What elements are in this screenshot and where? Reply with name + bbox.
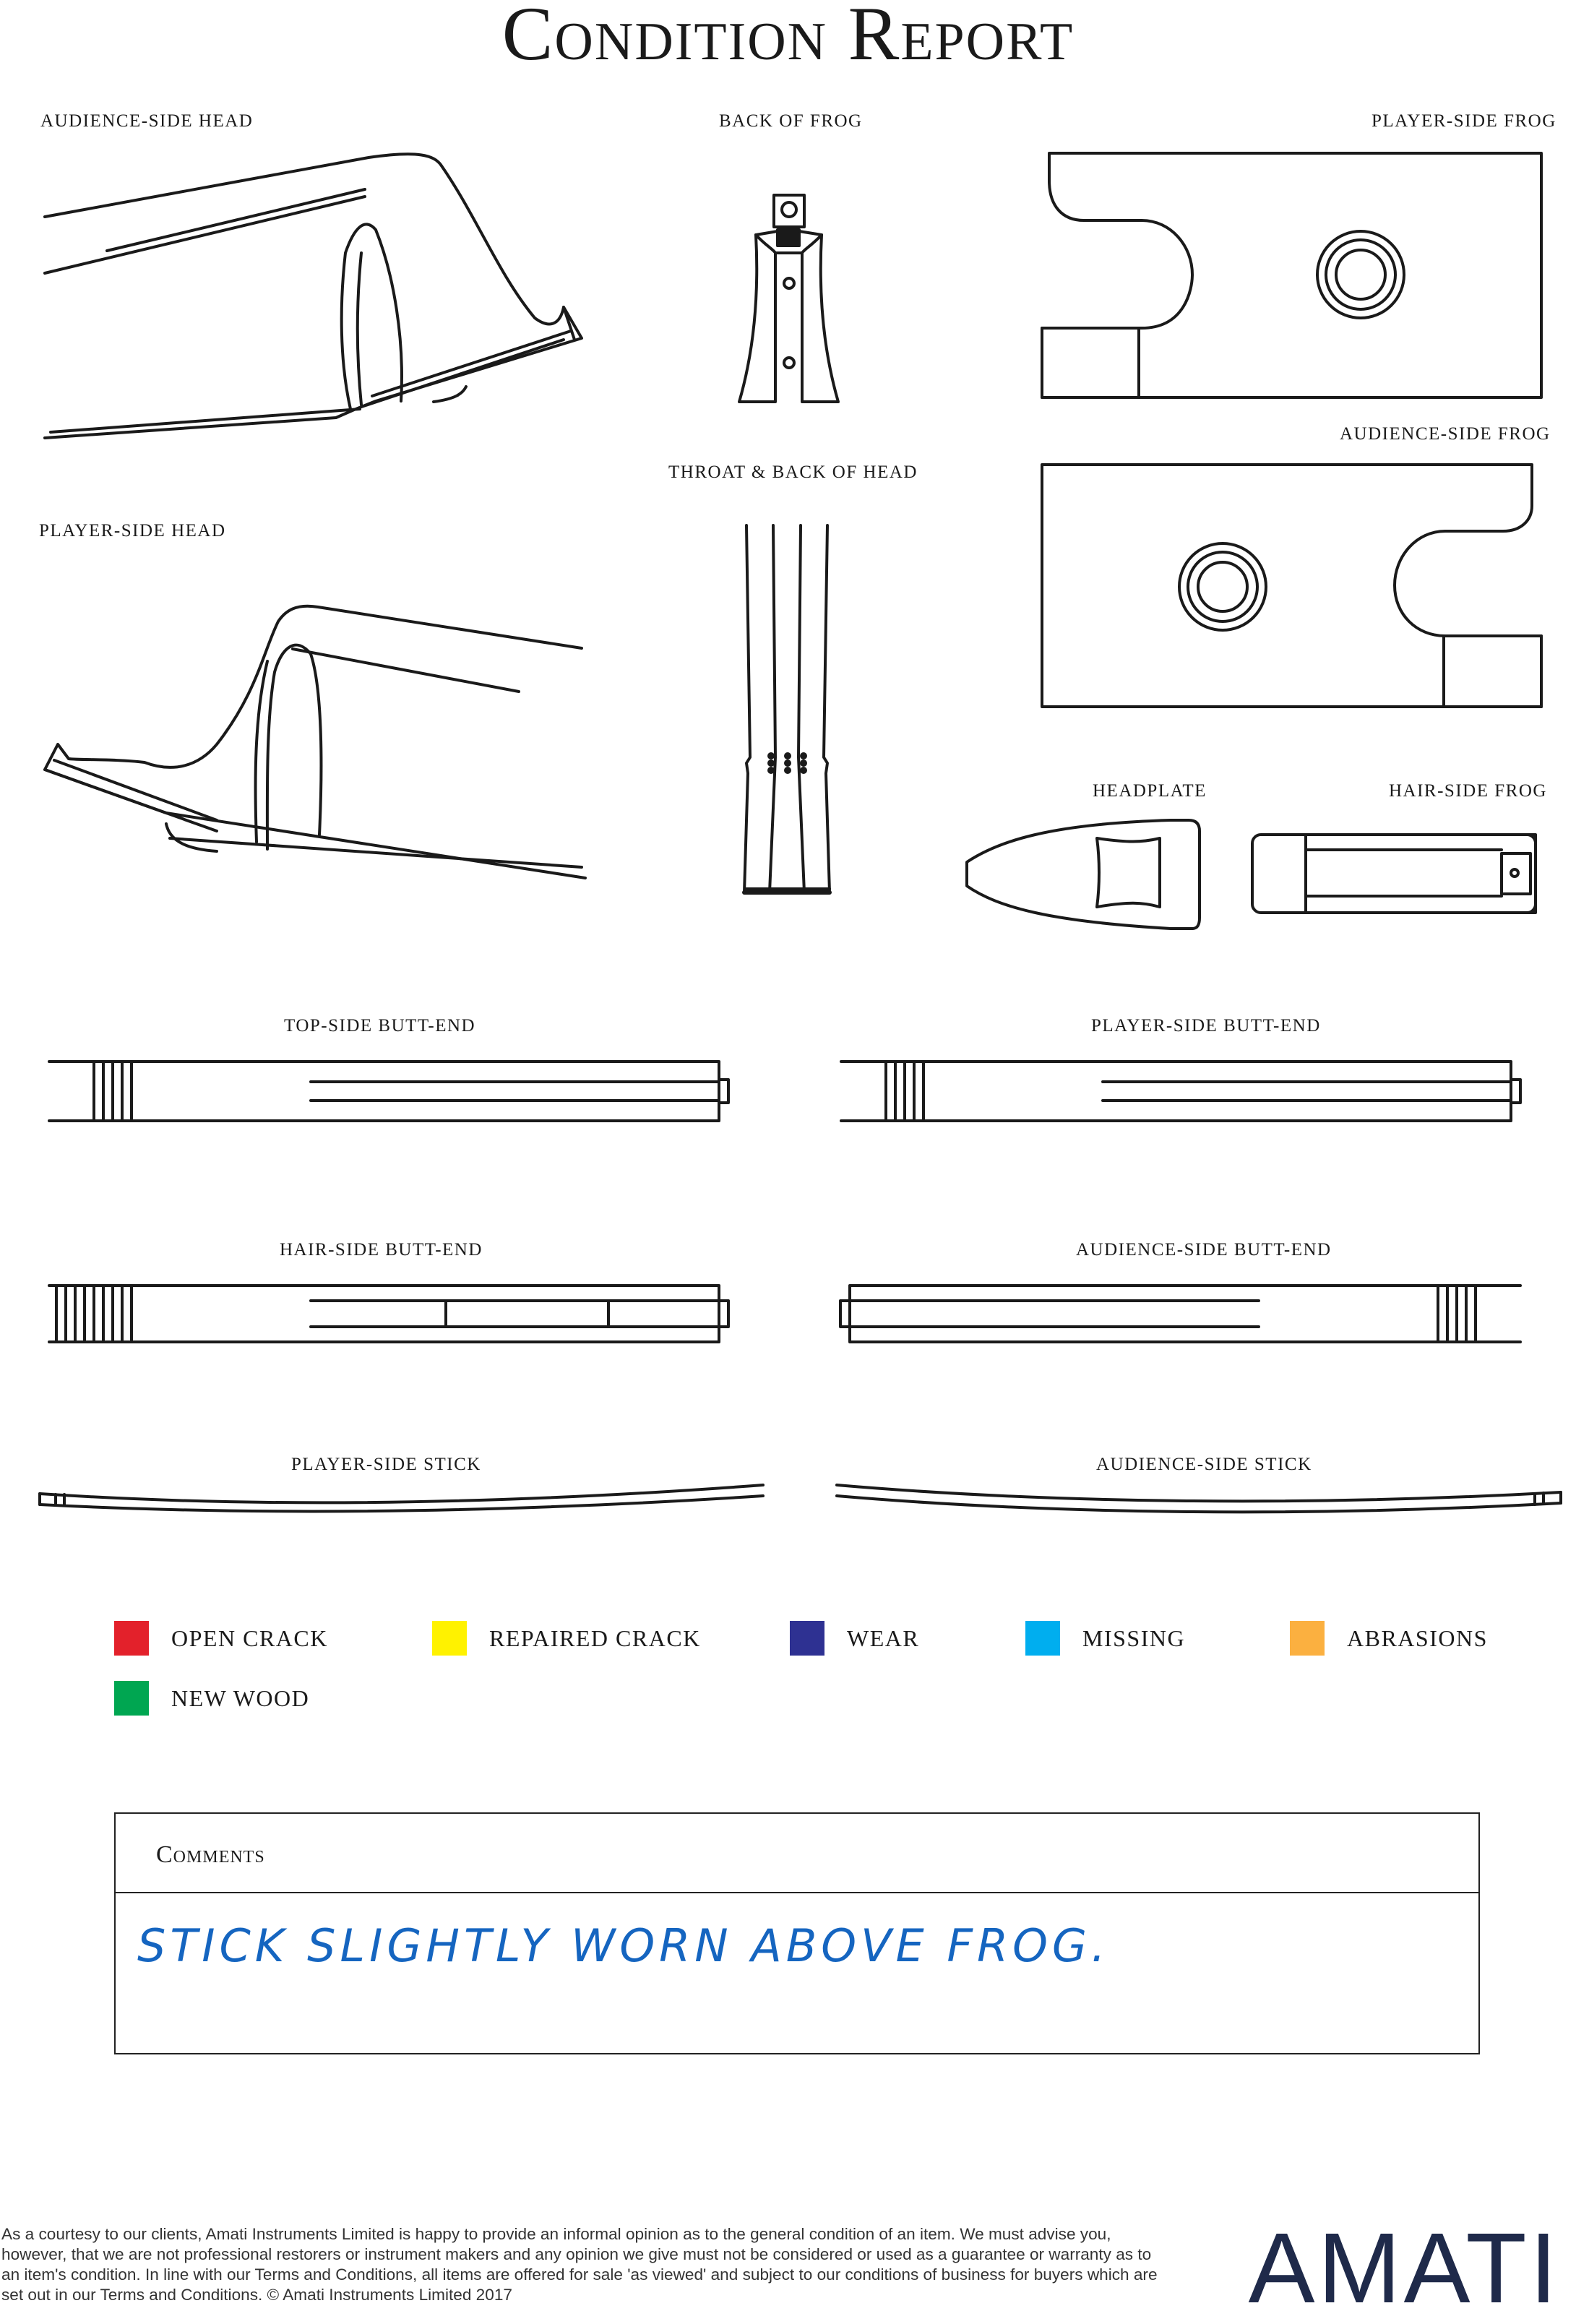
legend-label: NEW WOOD [171, 1684, 310, 1711]
legend-label: OPEN CRACK [171, 1624, 328, 1651]
legend-label: ABRASIONS [1347, 1624, 1488, 1651]
label-throat-back-of-head: THROAT & BACK OF HEAD [668, 462, 918, 482]
label-player-side-head: PLAYER-SIDE HEAD [39, 521, 226, 541]
label-audience-side-butt-end: AUDIENCE-SIDE BUTT-END [1076, 1240, 1332, 1260]
brand-logo: AMATI [1248, 2213, 1560, 2324]
legend-swatch-red [114, 1621, 149, 1656]
legend-label: REPAIRED CRACK [489, 1624, 701, 1651]
throat-back-of-head-drawing [744, 525, 830, 892]
hair-side-frog-drawing [1252, 835, 1536, 913]
player-side-stick-drawing [40, 1485, 763, 1511]
legend-swatch-green [114, 1681, 149, 1716]
player-side-butt-end-drawing [841, 1062, 1520, 1121]
legend-swatch-navy [790, 1621, 824, 1656]
legend-missing [1025, 1621, 1185, 1656]
legend-wear [790, 1621, 919, 1656]
legend-label: MISSING [1082, 1624, 1186, 1651]
player-side-frog-drawing [1042, 153, 1541, 397]
label-hair-side-butt-end: HAIR-SIDE BUTT-END [280, 1240, 483, 1260]
legend-open-crack [114, 1621, 328, 1656]
label-player-side-frog: PLAYER-SIDE FROG [1372, 111, 1556, 131]
player-side-head-drawing [45, 606, 585, 878]
legend-repaired-crack [432, 1621, 701, 1656]
label-audience-side-frog: AUDIENCE-SIDE FROG [1340, 424, 1551, 444]
label-player-side-butt-end: PLAYER-SIDE BUTT-END [1091, 1016, 1321, 1036]
legend-new-wood [114, 1681, 309, 1716]
legend-swatch-orange [1290, 1621, 1325, 1656]
label-headplate: HEADPLATE [1093, 781, 1207, 801]
disclaimer: As a courtesy to our clients, Amati Instruments Limited is happy to provide an informal opinion as to the general condition of an item. We must advise you, however, that we are not professional restorers or instrument makers and any opinion we give must not be considered or used as a guarantee or warranty as to an item's condition. In line with our Terms and Conditions, all items are offered for sale 'as viewed' and subject to our conditions of business for buyers which are set out in our Terms and Conditions. © Amati Instruments Limited 2017 [1, 2225, 1158, 2304]
legend-swatch-cyan [1025, 1621, 1060, 1656]
audience-side-frog-drawing [1042, 465, 1541, 707]
comments-header [116, 1814, 1478, 1893]
legend-abrasions [1290, 1621, 1488, 1656]
comments-box [114, 1812, 1480, 2054]
label-audience-side-stick: AUDIENCE-SIDE STICK [1096, 1455, 1312, 1474]
comments-handwritten-text: STICK SLIGHTLY WORN ABOVE FROG. [137, 1919, 1110, 1972]
page-title: Condition Report [501, 0, 1075, 76]
label-back-of-frog: BACK OF FROG [719, 111, 863, 131]
headplate-drawing [967, 820, 1200, 929]
label-audience-side-head: AUDIENCE-SIDE HEAD [40, 111, 254, 131]
legend-swatch-yellow [432, 1621, 467, 1656]
back-of-frog-drawing [739, 195, 838, 402]
audience-side-stick-drawing [837, 1485, 1561, 1512]
label-hair-side-frog: HAIR-SIDE FROG [1389, 781, 1547, 801]
comments-title: Comments [156, 1841, 265, 1868]
label-top-side-butt-end: TOP-SIDE BUTT-END [284, 1016, 476, 1036]
hair-side-butt-end-drawing [49, 1286, 728, 1342]
audience-side-head-drawing [45, 154, 582, 438]
audience-side-butt-end-drawing [840, 1286, 1520, 1342]
label-player-side-stick: PLAYER-SIDE STICK [291, 1455, 481, 1474]
legend-label: WEAR [847, 1624, 920, 1651]
top-side-butt-end-drawing [49, 1062, 728, 1121]
